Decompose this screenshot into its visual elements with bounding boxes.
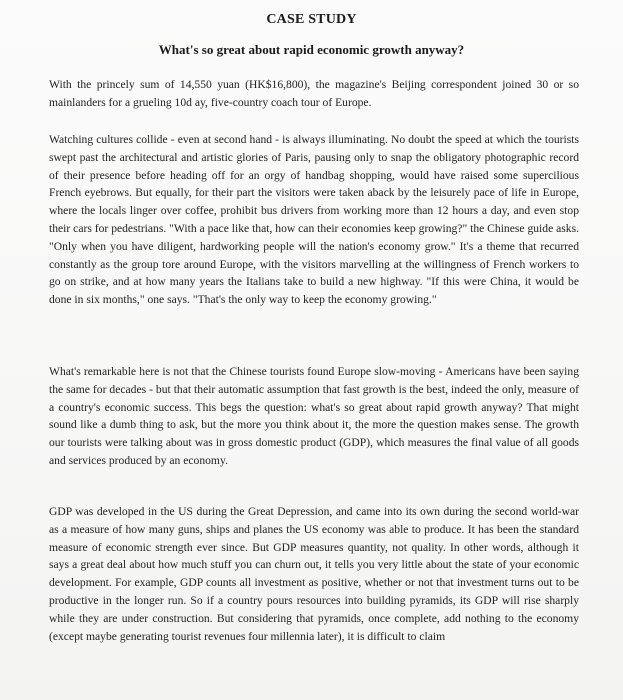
case-study-heading: CASE STUDY xyxy=(266,12,357,27)
paragraph-3: What's remarkable here is not that the Chinese tourists found Europe slow-moving - Americans have been saying the same for decades - but that their automatic assumption that fast growth is the best, indeed the only, measure of a country's economic success. This begs the question: what's so great about rapid growth anyway? That might sound like a dumb thing to ask, but the more you think about it, the more the question makes sense. The growth our tourists were talking about was in gross domestic product (GDP), which measures the final value of all goods and services produced by an economy. xyxy=(49,365,579,467)
paragraph-1: With the princely sum of 14,550 yuan (HK$16,800), the magazine's Beijing correspondent joined 30 or so mainlanders for a grueling 10d ay, five-country coach tour of Europe. xyxy=(49,78,579,109)
paragraph-2: Watching cultures collide - even at second hand - is always illuminating. No doubt the speed at which the tourists swept past the architectural and artistic glories of Paris, pausing only to snap the obligatory photographic record of their presence before heading off for an orgy of handbag shopping, would have raised some supercilious French eyebrows. But equally, for their part the visitors were taken aback by the leisurely pace of life in Europe, where the locals linger over coffee, prohibit bus drivers from working more than 12 hours a day, and even stop their cars for pedestrians. "With a pace like that, how can their economies keep growing?" the Chinese guide asks. "Only when you have diligent, hardworking people will the nation's economy grow." It's a theme that recurred constantly as the group tore around Europe, with the visitors marvelling at the willingness of French workers to go on strike, and at how many years the Italians take to build a new highway. "If this were China, it would be done in six months," one says. "That's the only way to keep the economy growing." xyxy=(49,133,579,307)
paragraph-4: GDP was developed in the US during the Great Depression, and came into its own during the second world-war as a measure of how many guns, ships and planes the US economy was able to produce. It has been the standard measure of economic strength ever since. But GDP measures quantity, not quality. In other words, although it says a great deal about how much stuff you can churn out, it tells you very little about the state of your economic development. For example, GDP counts all investment as positive, whether or not that investment turns out to be productive in the longer run. So if a country pours resources into building pyramids, its GDP will rise sharply while they are under construction. But considering that pyramids, once complete, add nothing to the economy (except maybe generating tourist revenues four millennia later), it is difficult to claim xyxy=(49,505,579,643)
article-title: What's so great about rapid economic growth anyway? xyxy=(158,42,465,57)
